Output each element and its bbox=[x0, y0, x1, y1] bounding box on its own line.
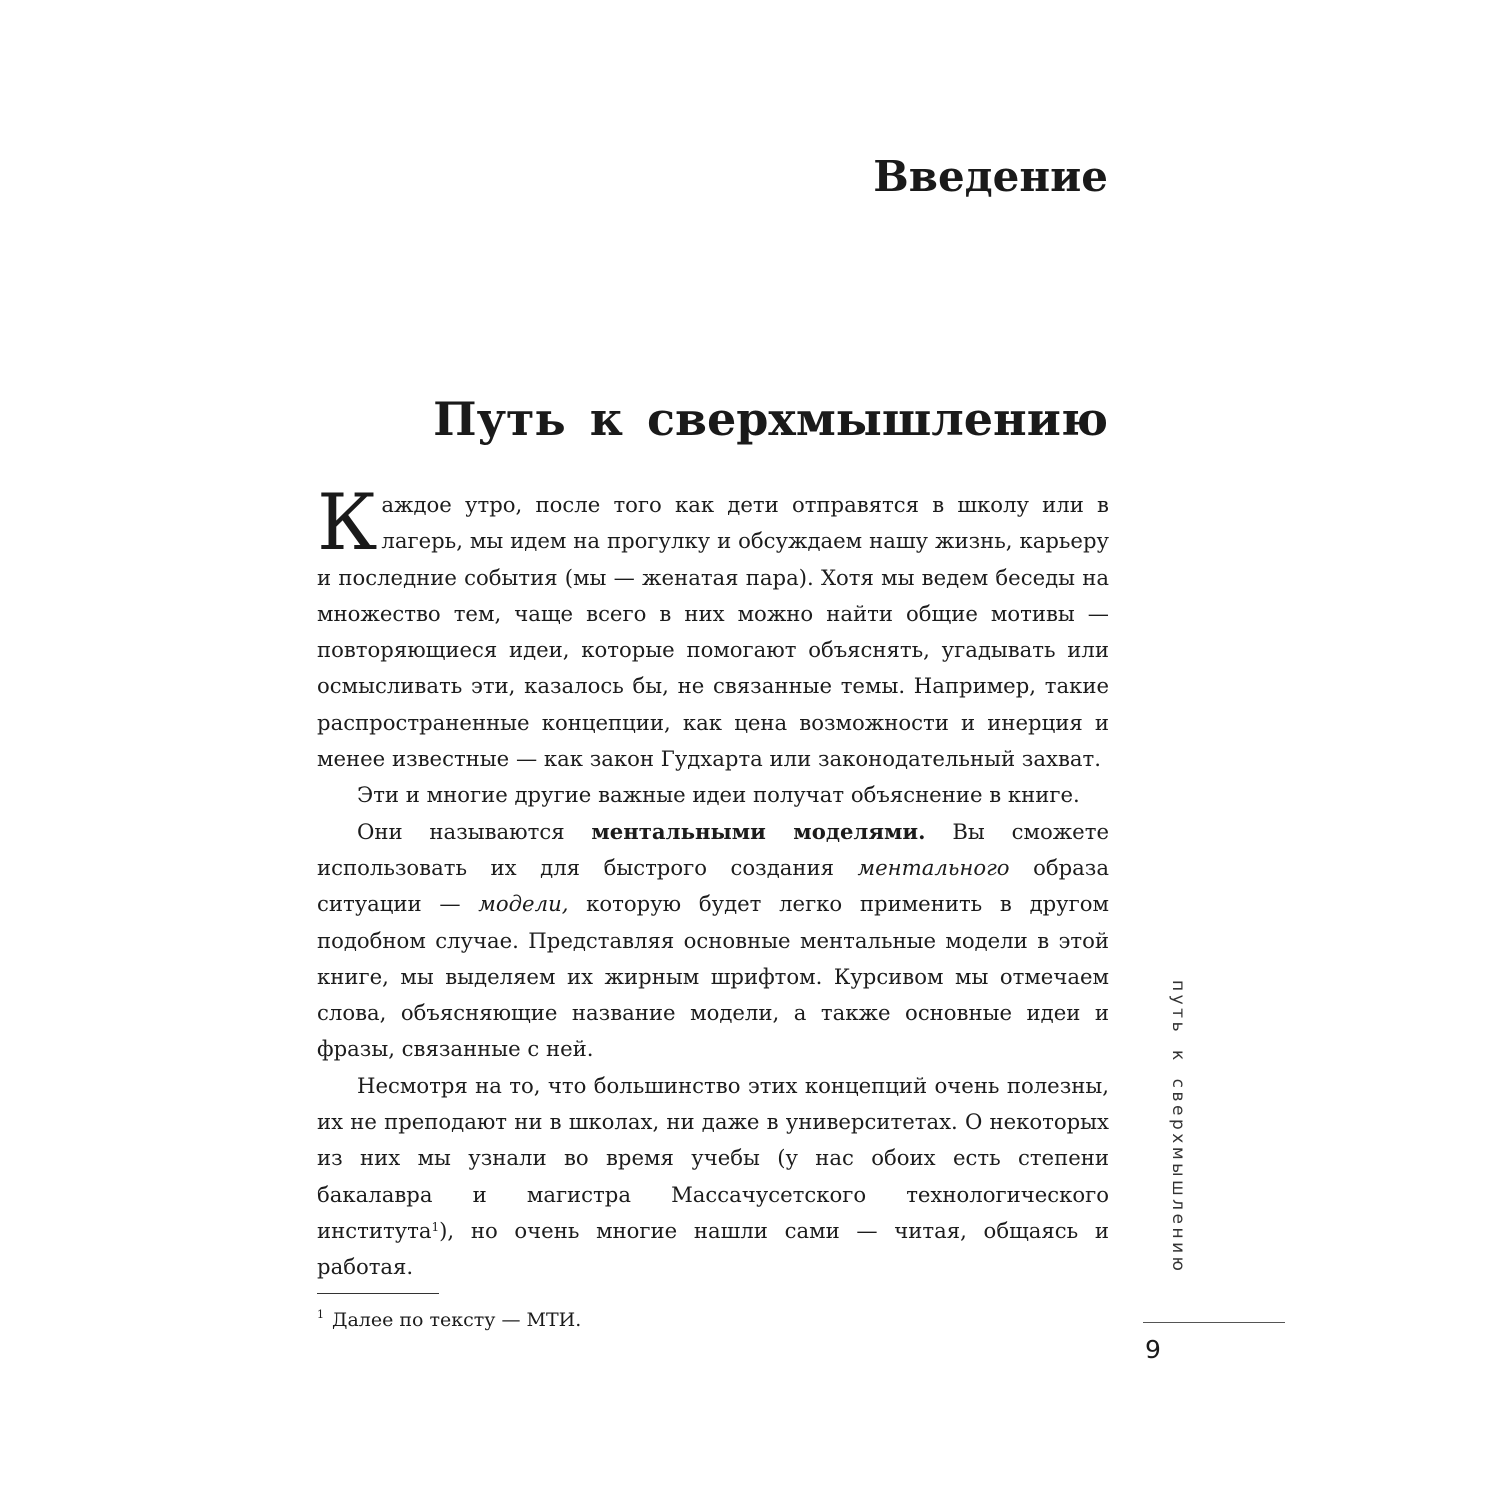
footnote-divider bbox=[317, 1293, 439, 1294]
footnote-reference[interactable]: 1 bbox=[431, 1219, 440, 1234]
italic-term-model: модели, bbox=[478, 891, 569, 917]
body-text bbox=[317, 478, 1109, 1286]
page-number: 9 bbox=[1145, 1335, 1161, 1364]
chapter-title: Путь к сверхмышлению bbox=[433, 392, 1108, 446]
footnote-mark: 1 bbox=[317, 1308, 324, 1321]
paragraph-3-text-4: которую будет легко применить в другом подобном случае. Представляя основные ментальные модели в этой книге, мы выделяем их жирным шрифтом. Курсивом мы отмечаем слова, объясняющие название модели, а также основные идеи и фразы, связанные с ней. bbox=[317, 891, 1109, 1062]
paragraph-1 bbox=[317, 478, 1109, 777]
bold-term-mental-models: ментальными моделями. bbox=[591, 818, 926, 844]
paragraph-2: Эти и многие другие важные идеи получат объяснение в книге. bbox=[357, 782, 1080, 808]
running-head: путь к сверхмышлению bbox=[1168, 980, 1188, 1275]
section-title: Введение bbox=[873, 152, 1108, 201]
paragraph-4-text-2: ), но очень многие нашли сами — читая, общаясь и работая. bbox=[317, 1217, 1109, 1280]
footnote bbox=[317, 1300, 581, 1335]
paragraph-4 bbox=[317, 1068, 1109, 1286]
footnote-text: Далее по тексту — МТИ. bbox=[332, 1309, 582, 1331]
folio-divider bbox=[1143, 1322, 1285, 1323]
drop-cap: К bbox=[317, 478, 378, 568]
paragraph-4-text-1: Несмотря на то, что большинство этих концепций очень полезны, их не преподают ни в школах, ни даже в университетах. О некоторых из них мы узнали во время учебы (у нас обоих есть степени бакалавра и магистра Массачусетского технологического института bbox=[317, 1072, 1109, 1243]
paragraph-3-text-2: Вы сможете использовать их для быстрого создания bbox=[317, 818, 1109, 880]
paragraph-1-text: аждое утро, после того как дети отправятся в школу или в лагерь, мы идем на прогулку и обсуждаем нашу жизнь, карьеру и последние события (мы — женатая пара). Хотя мы ведем беседы на множество тем, чаще всего в них можно найти общие мотивы — повторяющиеся идеи, которые помогают объяснять, угадывать или осмысливать эти, казалось бы, не связанные темы. Например, такие распространенные концепции, как цена возможности и инерция и менее известные — как закон Гудхарта или законодательный захват. bbox=[317, 492, 1109, 772]
italic-term-mental: ментального bbox=[857, 854, 1010, 880]
paragraph-3-text-1: Они называются bbox=[357, 818, 592, 844]
paragraph-3 bbox=[317, 814, 1109, 1068]
paragraph-3-text-3: образа ситуации — bbox=[317, 854, 1109, 917]
